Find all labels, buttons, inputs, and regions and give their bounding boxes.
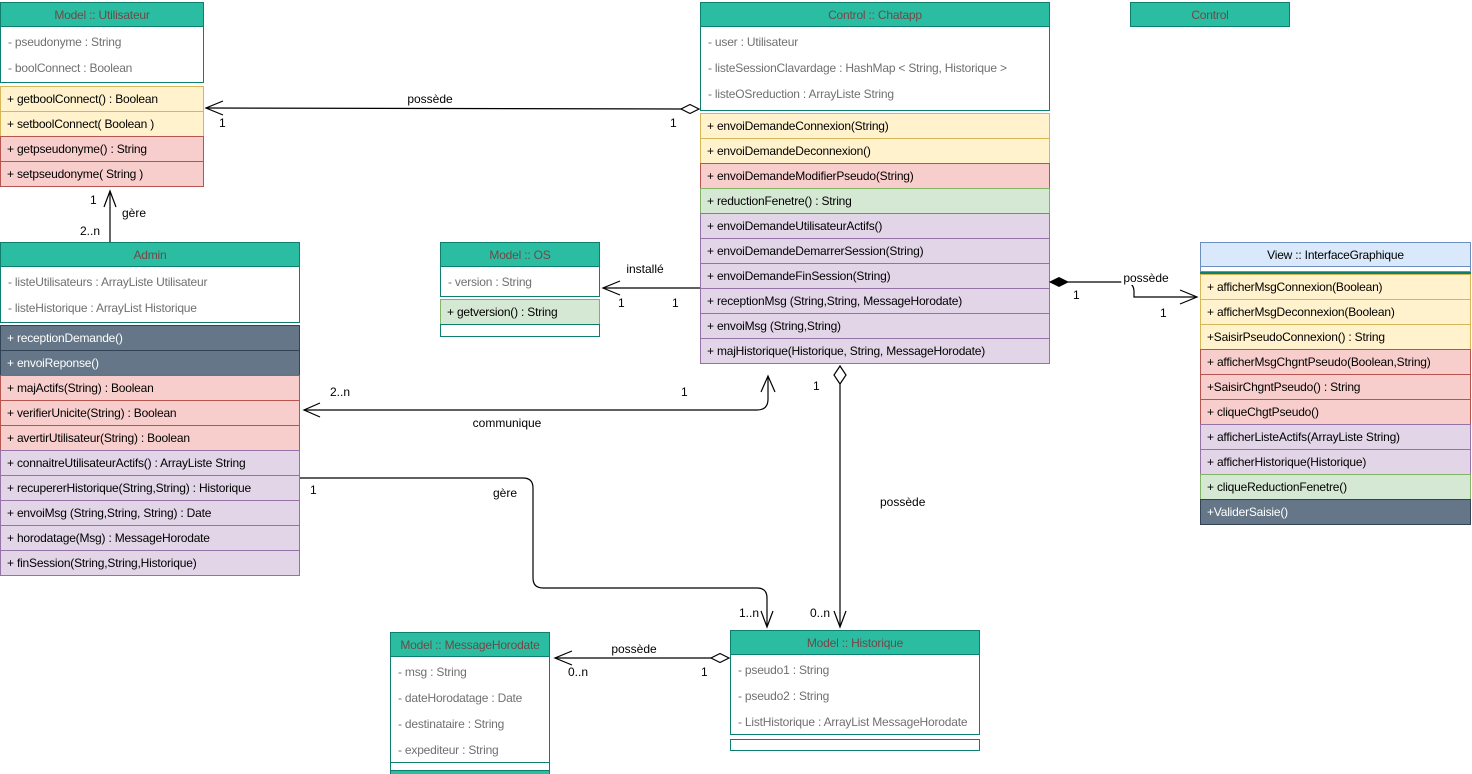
method: + majHistorique(Historique, String, MessageHorodate) [700, 338, 1050, 364]
multiplicity: 1 [670, 116, 677, 130]
class-title-admin: Admin [0, 242, 300, 267]
method: + avertirUtilisateur(String) : Boolean [0, 425, 300, 451]
method: + reductionFenetre() : String [700, 188, 1050, 214]
edge-label-gere: gère [493, 486, 518, 500]
class-utilisateur[interactable] [0, 2, 204, 187]
method: + horodatage(Msg) : MessageHorodate [0, 525, 300, 551]
method: + receptionDemande() [0, 325, 300, 351]
attribute: - listeUtilisateurs : ArrayListe Utilisateur [8, 275, 208, 289]
edge-gere-admin-utilisateur[interactable] [104, 191, 116, 242]
method: +SaisirChgntPseudo() : String [1200, 374, 1471, 400]
method: + afficherMsgConnexion(Boolean) [1200, 274, 1471, 300]
edge-possede-chatapp-historique[interactable] [834, 366, 846, 627]
multiplicity: 1..n [739, 606, 760, 620]
method: + connaitreUtilisateurActifs() : ArrayListe String [0, 450, 300, 476]
method: + getversion() : String [440, 299, 600, 325]
method: + envoiDemandeConnexion(String) [700, 113, 1050, 139]
method: + afficherMsgDeconnexion(Boolean) [1200, 299, 1471, 325]
method: + envoiDemandeUtilisateurActifs() [700, 213, 1050, 239]
method: + getboolConnect() : Boolean [0, 86, 204, 112]
edge-label-installe: installé [626, 262, 664, 276]
edge-label-possede: possède [611, 642, 657, 656]
method: + envoiDemandeDemarrerSession(String) [700, 238, 1050, 264]
method: +SaisirPseudoConnexion() : String [1200, 324, 1471, 350]
method: + verifierUnicite(String) : Boolean [0, 400, 300, 426]
multiplicity: 1 [618, 296, 625, 310]
multiplicity: 1 [813, 379, 820, 393]
multiplicity: 1 [1160, 306, 1167, 320]
multiplicity: 0..n [810, 606, 831, 620]
attribute: - ListHistorique : ArrayList MessageHorodate [738, 715, 968, 729]
attribute: - listeSessionClavardage : HashMap < String, Historique > [708, 61, 1007, 75]
multiplicity: 2..n [80, 224, 101, 238]
attribute: - user : Utilisateur [708, 35, 799, 49]
attribute: - pseudo2 : String [738, 689, 830, 703]
attribute: - dateHorodatage : Date [398, 691, 523, 705]
method: + recupererHistorique(String,String) : Historique [0, 475, 300, 501]
edge-label-possede: possède [1123, 271, 1169, 285]
class-title-os: Model :: OS [440, 242, 600, 267]
clipped-section [390, 770, 550, 774]
method: + afficherListeActifs(ArrayListe String) [1200, 424, 1471, 450]
edge-gere-admin-historique[interactable] [300, 478, 773, 627]
method: + setboolConnect( Boolean ) [0, 111, 204, 137]
multiplicity: 0..n [568, 665, 589, 679]
method: + cliqueReductionFenetre() [1200, 474, 1471, 500]
class-interface-graphique[interactable] [1200, 242, 1471, 525]
attribute: - boolConnect : Boolean [8, 61, 133, 75]
method: + receptionMsg (String,String, MessageHorodate) [700, 288, 1050, 314]
multiplicity: 1 [672, 296, 679, 310]
class-title-message-horodate: Model :: MessageHorodate [390, 632, 550, 657]
class-historique[interactable] [730, 630, 980, 751]
class-title-historique: Model :: Historique [730, 630, 980, 655]
attribute: - version : String [448, 275, 532, 289]
method: + finSession(String,String,Historique) [0, 550, 300, 576]
class-os[interactable] [440, 242, 600, 337]
class-title-control: Control [1130, 2, 1290, 27]
class-message-horodate[interactable] [390, 632, 550, 774]
edge-installe-chatapp-os[interactable] [603, 281, 700, 295]
multiplicity: 1 [681, 385, 688, 399]
class-title-utilisateur: Model :: Utilisateur [0, 2, 204, 27]
method: + envoiMsg (String,String, String) : Date [0, 500, 300, 526]
multiplicity: 1 [310, 483, 317, 497]
class-title-interface-graphique: View :: InterfaceGraphique [1200, 242, 1471, 267]
method: + afficherMsgChgntPseudo(Boolean,String) [1200, 349, 1471, 375]
edge-label-gere: gère [122, 206, 147, 220]
method: + envoiMsg (String,String) [700, 313, 1050, 339]
edge-label-possede: possède [407, 92, 453, 106]
class-chatapp[interactable] [700, 2, 1050, 364]
method: + setpseudonyme( String ) [0, 161, 204, 187]
multiplicity: 1 [1073, 288, 1080, 302]
method: + envoiDemandeFinSession(String) [700, 263, 1050, 289]
edge-label-communique: communique [472, 416, 542, 430]
method: + envoiDemandeDeconnexion() [700, 138, 1050, 164]
empty-section [440, 324, 600, 337]
attribute: - pseudonyme : String [8, 35, 122, 49]
method: +ValiderSaisie() [1200, 499, 1471, 525]
multiplicity: 1 [219, 116, 226, 130]
method: + getpseudonyme() : String [0, 136, 204, 162]
attribute: - listeOSreduction : ArrayListe String [708, 87, 894, 101]
class-admin[interactable] [0, 242, 300, 576]
edge-label-possede: possède [880, 495, 926, 509]
attribute: - pseudo1 : String [738, 663, 830, 677]
attribute: - msg : String [398, 665, 467, 679]
method: + afficherHistorique(Historique) [1200, 449, 1471, 475]
empty-section [730, 739, 980, 751]
attribute: - destinataire : String [398, 717, 505, 731]
class-title-chatapp: Control :: Chatapp [700, 2, 1050, 27]
edge-communique-chatapp-admin[interactable] [304, 376, 775, 417]
multiplicity: 1 [90, 193, 97, 207]
attribute: - expediteur : String [398, 743, 499, 757]
method: + envoiReponse() [0, 350, 300, 376]
method: + envoiDemandeModifierPseudo(String) [700, 163, 1050, 189]
method: + majActifs(String) : Boolean [0, 375, 300, 401]
class-control[interactable] [1130, 2, 1290, 27]
multiplicity: 2..n [330, 385, 351, 399]
attribute: - listeHistorique : ArrayList Historique [8, 301, 197, 315]
multiplicity: 1 [701, 665, 708, 679]
method: + cliqueChgtPseudo() [1200, 399, 1471, 425]
